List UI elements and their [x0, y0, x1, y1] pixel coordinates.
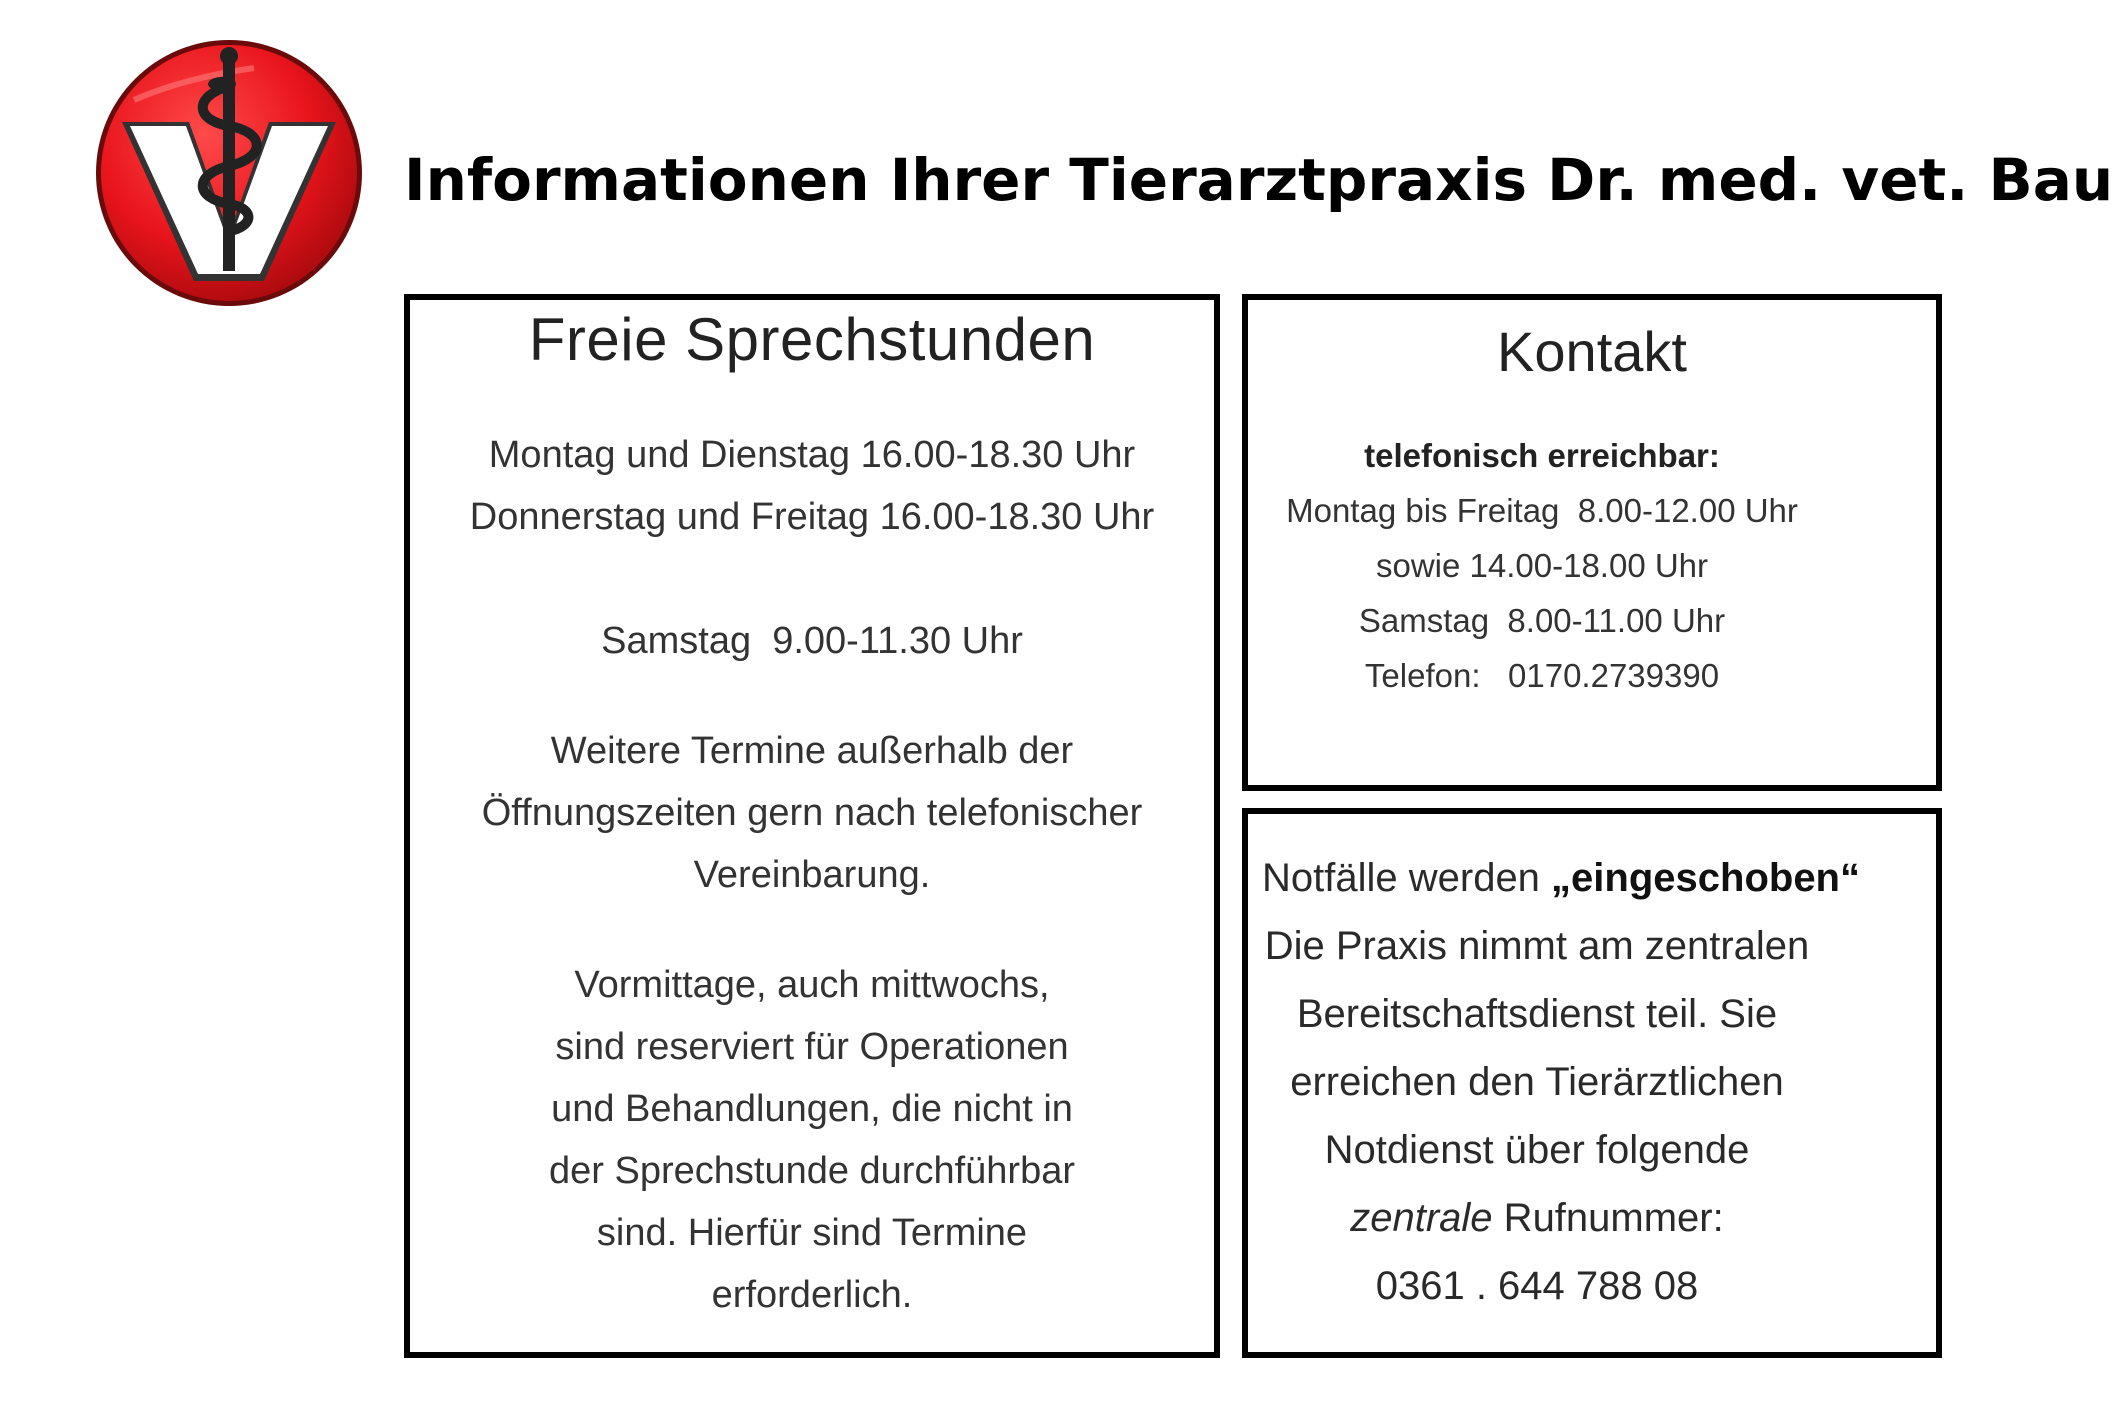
- emergency-info-line: Bereitschaftsdienst teil. Sie: [1296, 992, 1778, 1036]
- hours-note-line: Weitere Termine außerhalb der: [550, 730, 1074, 772]
- consultation-hours-panel: [404, 294, 1220, 1358]
- emergency-number-label-line: [1248, 1184, 1826, 1252]
- hours-saturday-line: Samstag 9.00-11.30 Uhr: [601, 620, 1023, 662]
- veterinary-logo: [94, 38, 364, 308]
- contact-hours-line: Samstag 8.00-11.00 Uhr: [1358, 602, 1726, 639]
- hours-morning-line: der Sprechstunde durchführbar: [549, 1150, 1075, 1192]
- emergency-text: [1248, 814, 1860, 1320]
- emergency-intro-text: Notfälle werden: [1262, 856, 1552, 900]
- emergency-info-line: Die Praxis nimmt am zentralen: [1264, 924, 1810, 968]
- emergency-info-line: erreichen den Tierärztlichen: [1290, 1060, 1784, 1104]
- contact-panel: [1242, 294, 1942, 791]
- consultation-hours-text: [410, 424, 1214, 1326]
- contact-phone-heading: telefonisch erreichbar:: [1364, 437, 1720, 474]
- emergency-phone-number[interactable]: 0361 . 644 788 08: [1375, 1264, 1699, 1308]
- page-title: Informationen Ihrer Tierarztpraxis Dr. med. vet. Bau: [404, 146, 2113, 214]
- hours-note-line: Vereinbarung.: [693, 854, 931, 896]
- consultation-hours-title: Freie Sprechstunden: [528, 306, 1096, 373]
- emergency-number-label: Rufnummer:: [1492, 1196, 1724, 1240]
- emergency-intro-line: [1248, 844, 1860, 912]
- contact-hours-line: sowie 14.00-18.00 Uhr: [1375, 547, 1709, 584]
- hours-morning-line: sind. Hierfür sind Termine: [596, 1212, 1028, 1254]
- hours-morning-line: Vormittage, auch mittwochs,: [574, 964, 1050, 1006]
- emergency-intro-bold: „eingeschoben“: [1551, 856, 1860, 900]
- hours-morning-line: sind reserviert für Operationen: [555, 1026, 1069, 1068]
- emergency-info-line: Notdienst über folgende: [1324, 1128, 1750, 1172]
- contact-phone-number[interactable]: Telefon: 0170.2739390: [1364, 657, 1720, 694]
- contact-title: Kontakt: [1497, 320, 1687, 383]
- hours-weekday-line: Donnerstag und Freitag 16.00-18.30 Uhr: [469, 496, 1155, 538]
- hours-weekday-line: Montag und Dienstag 16.00-18.30 Uhr: [488, 434, 1136, 476]
- contact-text: [1248, 428, 1836, 703]
- hours-morning-line: und Behandlungen, die nicht in: [551, 1088, 1073, 1130]
- emergency-panel: [1242, 808, 1942, 1358]
- hours-note-line: Öffnungszeiten gern nach telefonischer: [481, 792, 1143, 834]
- emergency-italic-word: zentrale: [1350, 1196, 1493, 1240]
- hours-morning-line: erforderlich.: [711, 1274, 913, 1316]
- contact-hours-line: Montag bis Freitag 8.00-12.00 Uhr: [1286, 492, 1798, 529]
- veterinary-v-logo-icon: [94, 38, 364, 308]
